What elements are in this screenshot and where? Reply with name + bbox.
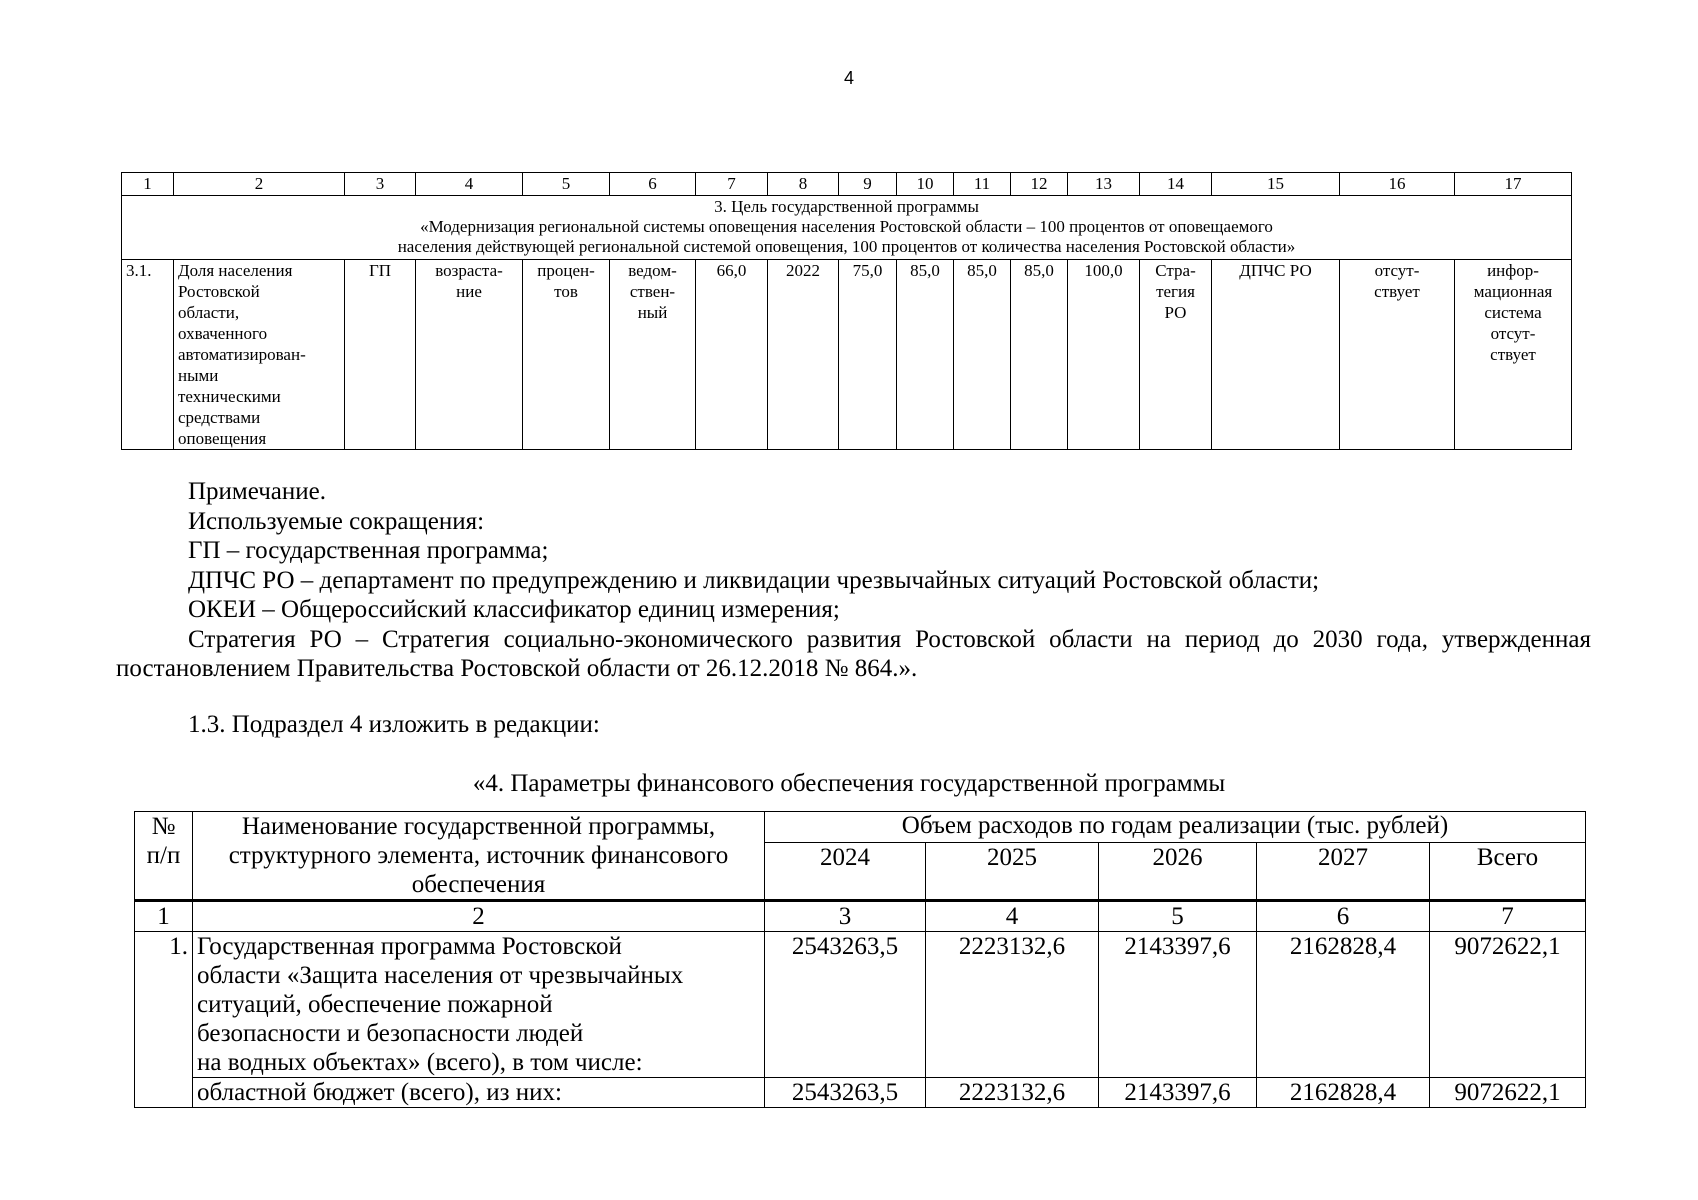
finance-value: 2543263,5	[765, 1078, 926, 1108]
finance-row-name: Государственная программа Ростовской области «Защита населения от чрезвычайных ситуаций, обеспечение пожарной безопасности и безопасности людей на водных объектах» (всего), в том числе:	[193, 932, 765, 1078]
finance-value: 2143397,6	[1099, 932, 1257, 1078]
col-number: 8	[768, 173, 839, 196]
indicator-link: отсут- ствует	[1340, 260, 1455, 450]
finance-value: 9072622,1	[1430, 932, 1586, 1078]
finance-value: 2162828,4	[1257, 932, 1430, 1078]
goal-line: 3. Цель государственной программы	[714, 197, 979, 216]
page-number: 4	[843, 68, 854, 88]
finance-row-num: 1.	[135, 932, 193, 1108]
indicator-value: 75,0	[839, 260, 897, 450]
col-number: 7	[1430, 901, 1586, 932]
col-number: 3	[765, 901, 926, 932]
col-number: 10	[897, 173, 954, 196]
notes-block	[116, 477, 1591, 739]
col-number: 17	[1455, 173, 1572, 196]
finance-year: 2024	[765, 843, 926, 901]
goal-cell	[122, 196, 1572, 260]
indicator-name: Доля населения Ростовской области, охваченного автоматизирован- ными техническими средствами оповещения	[174, 260, 345, 450]
col-number: 14	[1140, 173, 1212, 196]
indicator-num: 3.1.	[122, 260, 174, 450]
indicator-value: 85,0	[1011, 260, 1068, 450]
finance-value: 2143397,6	[1099, 1078, 1257, 1108]
finance-row	[135, 1078, 1586, 1108]
indicator-base-year: 2022	[768, 260, 839, 450]
finance-year: 2025	[926, 843, 1099, 901]
finance-value: 2223132,6	[926, 932, 1099, 1078]
indicator-type: ведом- ствен- ный	[610, 260, 696, 450]
goal-line: «Модернизация региональной системы оповещения населения Ростовской области – 100 процентов от оповещаемого	[420, 217, 1273, 236]
col-number: 13	[1068, 173, 1140, 196]
indicator-column-numbers	[122, 173, 1572, 196]
col-number: 6	[610, 173, 696, 196]
indicator-base-value: 66,0	[696, 260, 768, 450]
indicator-value: 100,0	[1068, 260, 1140, 450]
notes-title: Примечание.	[188, 478, 327, 505]
finance-title: «4. Параметры финансового обеспечения государственной программы	[472, 770, 1226, 797]
col-number: 3	[345, 173, 416, 196]
goal-line: населения действующей региональной системой оповещения, 100 процентов от количества населения Ростовской области»	[397, 237, 1296, 256]
finance-value: 2543263,5	[765, 932, 926, 1078]
col-number: 5	[1099, 901, 1257, 932]
col-number: 4	[416, 173, 523, 196]
finance-year: 2026	[1099, 843, 1257, 901]
indicator-document: Стра- тегия РО	[1140, 260, 1212, 450]
col-number: 6	[1257, 901, 1430, 932]
col-number: 11	[954, 173, 1011, 196]
finance-year: Всего	[1430, 843, 1586, 901]
col-number: 2	[174, 173, 345, 196]
indicator-unit: процен- тов	[523, 260, 610, 450]
finance-value: 2223132,6	[926, 1078, 1099, 1108]
col-number: 9	[839, 173, 897, 196]
finance-value: 2162828,4	[1257, 1078, 1430, 1108]
finance-header-row	[135, 812, 1586, 843]
col-number: 1	[135, 901, 193, 932]
col-number: 4	[926, 901, 1099, 932]
col-number: 1	[122, 173, 174, 196]
indicator-table	[121, 172, 1572, 450]
indicator-trend: возраста- ние	[416, 260, 523, 450]
abbreviation-item: ОКЕИ – Общероссийский классификатор единиц измерения;	[188, 596, 840, 623]
finance-year: 2027	[1257, 843, 1430, 901]
indicator-info-system: инфор- мационная система отсут- ствует	[1455, 260, 1572, 450]
indicator-level: ГП	[345, 260, 416, 450]
finance-header-name: Наименование государственной программы, структурного элемента, источник финансового обеспечения	[193, 812, 765, 901]
col-number: 12	[1011, 173, 1068, 196]
finance-value: 9072622,1	[1430, 1078, 1586, 1108]
abbreviation-item: ДПЧС РО – департамент по предупреждению и ликвидации чрезвычайных ситуаций Ростовской области;	[188, 566, 1320, 594]
col-number: 2	[193, 901, 765, 932]
col-number: 15	[1212, 173, 1340, 196]
finance-table	[134, 811, 1586, 1108]
col-number: 5	[523, 173, 610, 196]
indicator-row	[122, 260, 1572, 450]
finance-row	[135, 932, 1586, 1078]
finance-column-numbers	[135, 901, 1586, 932]
finance-row-name: областной бюджет (всего), из них:	[193, 1078, 765, 1108]
indicator-value: 85,0	[897, 260, 954, 450]
abbreviation-item: Стратегия РО – Стратегия социально-экономического развития Ростовской области на период до 2030 года, утвержденная постановлением Правительства Ростовской области от 26.12.2018 № 864.».	[116, 625, 1591, 682]
indicator-value: 85,0	[954, 260, 1011, 450]
section-instruction: 1.3. Подраздел 4 изложить в редакции:	[188, 710, 600, 738]
finance-header-group: Объем расходов по годам реализации (тыс. рублей)	[765, 812, 1586, 843]
goal-row	[122, 196, 1572, 260]
col-number: 7	[696, 173, 768, 196]
finance-header-num: № п/п	[135, 812, 193, 901]
abbreviation-item: ГП – государственная программа;	[188, 537, 549, 564]
col-number: 16	[1340, 173, 1455, 196]
indicator-responsible: ДПЧС РО	[1212, 260, 1340, 450]
abbreviations-title: Используемые сокращения:	[188, 507, 485, 535]
